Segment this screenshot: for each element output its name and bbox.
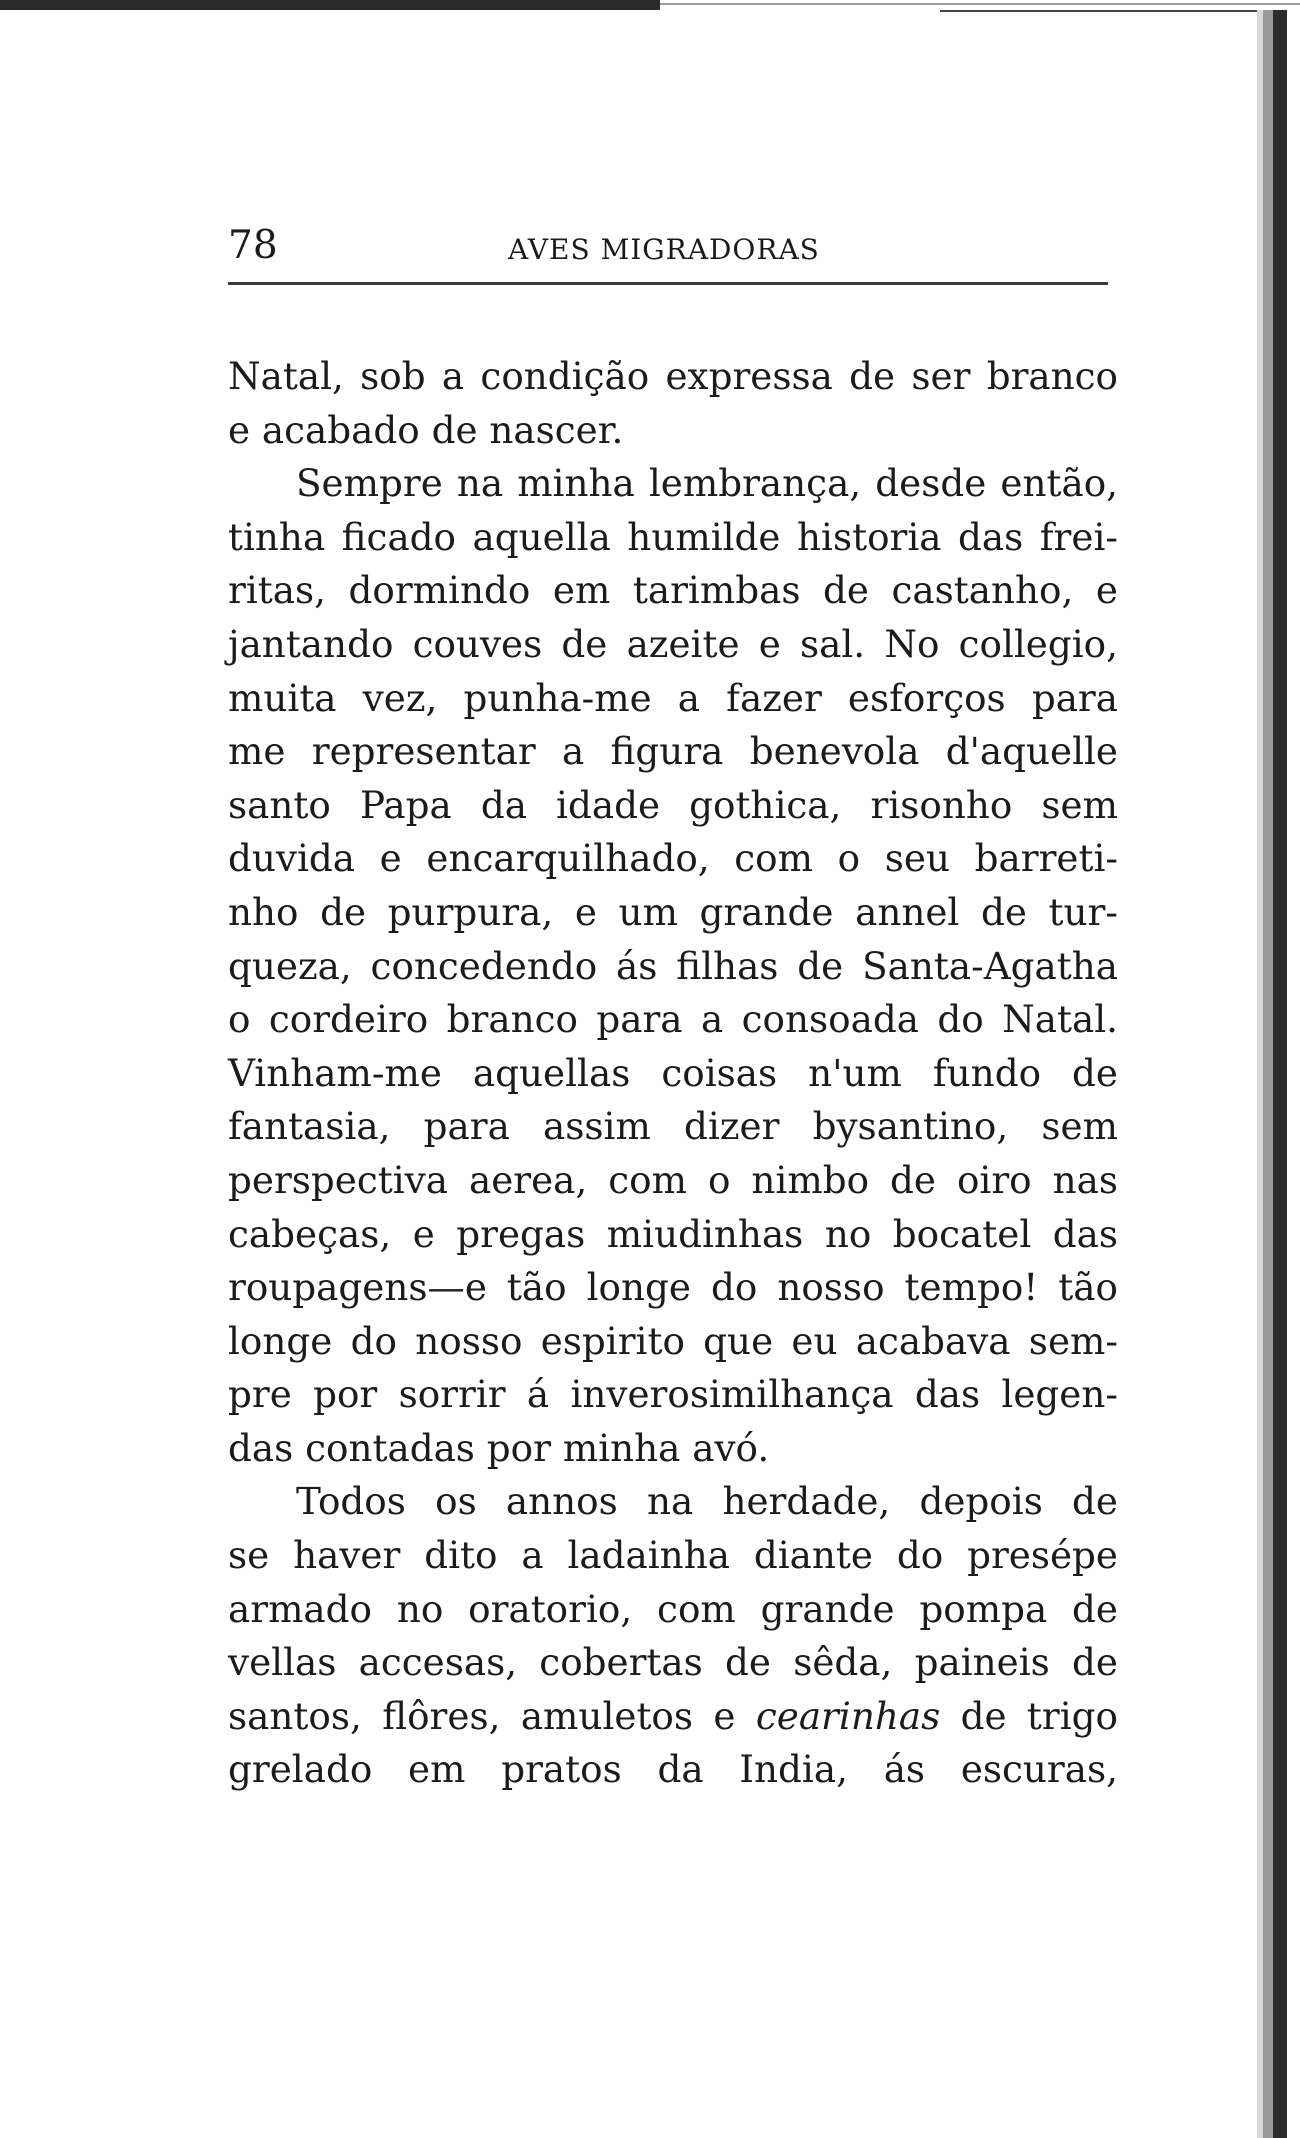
text-line: Natal, sob a condição expressa de ser branco <box>228 354 1118 398</box>
text-segment: de trigo <box>940 1693 1119 1738</box>
text-line: longe do nosso espirito que eu acabava sem- <box>228 1318 1118 1363</box>
text-line: roupagens—e tão longe do nosso tempo! tão <box>228 1265 1118 1310</box>
text-line: duvida e encarquilhado, com o seu barreti- <box>228 836 1118 881</box>
body-text <box>228 350 1118 1797</box>
text-line: jantando couves de azeite e sal. No collegio, <box>228 621 1118 666</box>
text-line: pre por sorrir á inverosimilhança das legen- <box>228 1372 1118 1417</box>
text-line: cabeças, e pregas miudinhas no bocatel das <box>228 1211 1118 1256</box>
text-line: Sempre na minha lembrança, desde então, <box>296 461 1118 506</box>
text-line: perspectiva aerea, com o nimbo de oiro nas <box>228 1157 1118 1202</box>
text-segment: santos, flôres, amuletos e <box>228 1693 756 1738</box>
text-line: muita vez, punha-me a fazer esforços para <box>228 675 1118 720</box>
italic-word: cearinhas <box>755 1693 941 1738</box>
text-line: e acabado de nascer. <box>228 407 624 452</box>
text-line: das contadas por minha avó. <box>228 1425 770 1470</box>
right-page-edge <box>1255 0 1300 2138</box>
text-line: se haver dito a ladainha diante do presépe <box>228 1533 1118 1578</box>
top-page-edge <box>0 0 1300 26</box>
text-line: o cordeiro branco para a consoada do Natal. <box>228 997 1118 1042</box>
text-line: fantasia, para assim dizer bysantino, sem <box>228 1104 1118 1149</box>
text-line: me representar a figura benevola d'aquelle <box>228 729 1118 774</box>
text-line: nho de purpura, e um grande annel de tur- <box>228 889 1118 934</box>
running-title: AVES MIGRADORAS <box>508 233 820 266</box>
text-line: grelado em pratos da India, ás escuras, <box>228 1747 1118 1792</box>
text-line: vellas accesas, cobertas de sêda, paineis de <box>228 1640 1118 1685</box>
text-line: ritas, dormindo em tarimbas de castanho, e <box>228 568 1118 613</box>
page-number: 78 <box>228 223 278 268</box>
text-line: Vinham-me aquellas coisas n'um fundo de <box>228 1050 1118 1095</box>
running-header <box>228 212 1108 272</box>
text-line: queza, concedendo ás filhas de Santa-Agatha <box>228 943 1118 988</box>
text-line: santo Papa da idade gothica, risonho sem <box>228 782 1118 827</box>
text-line: armado no oratorio, com grande pompa de <box>228 1586 1118 1631</box>
text-line <box>228 1690 1118 1744</box>
text-line: Todos os annos na herdade, depois de <box>296 1479 1118 1524</box>
text-line: tinha ficado aquella humilde historia das frei- <box>228 514 1118 559</box>
header-rule <box>228 282 1108 285</box>
